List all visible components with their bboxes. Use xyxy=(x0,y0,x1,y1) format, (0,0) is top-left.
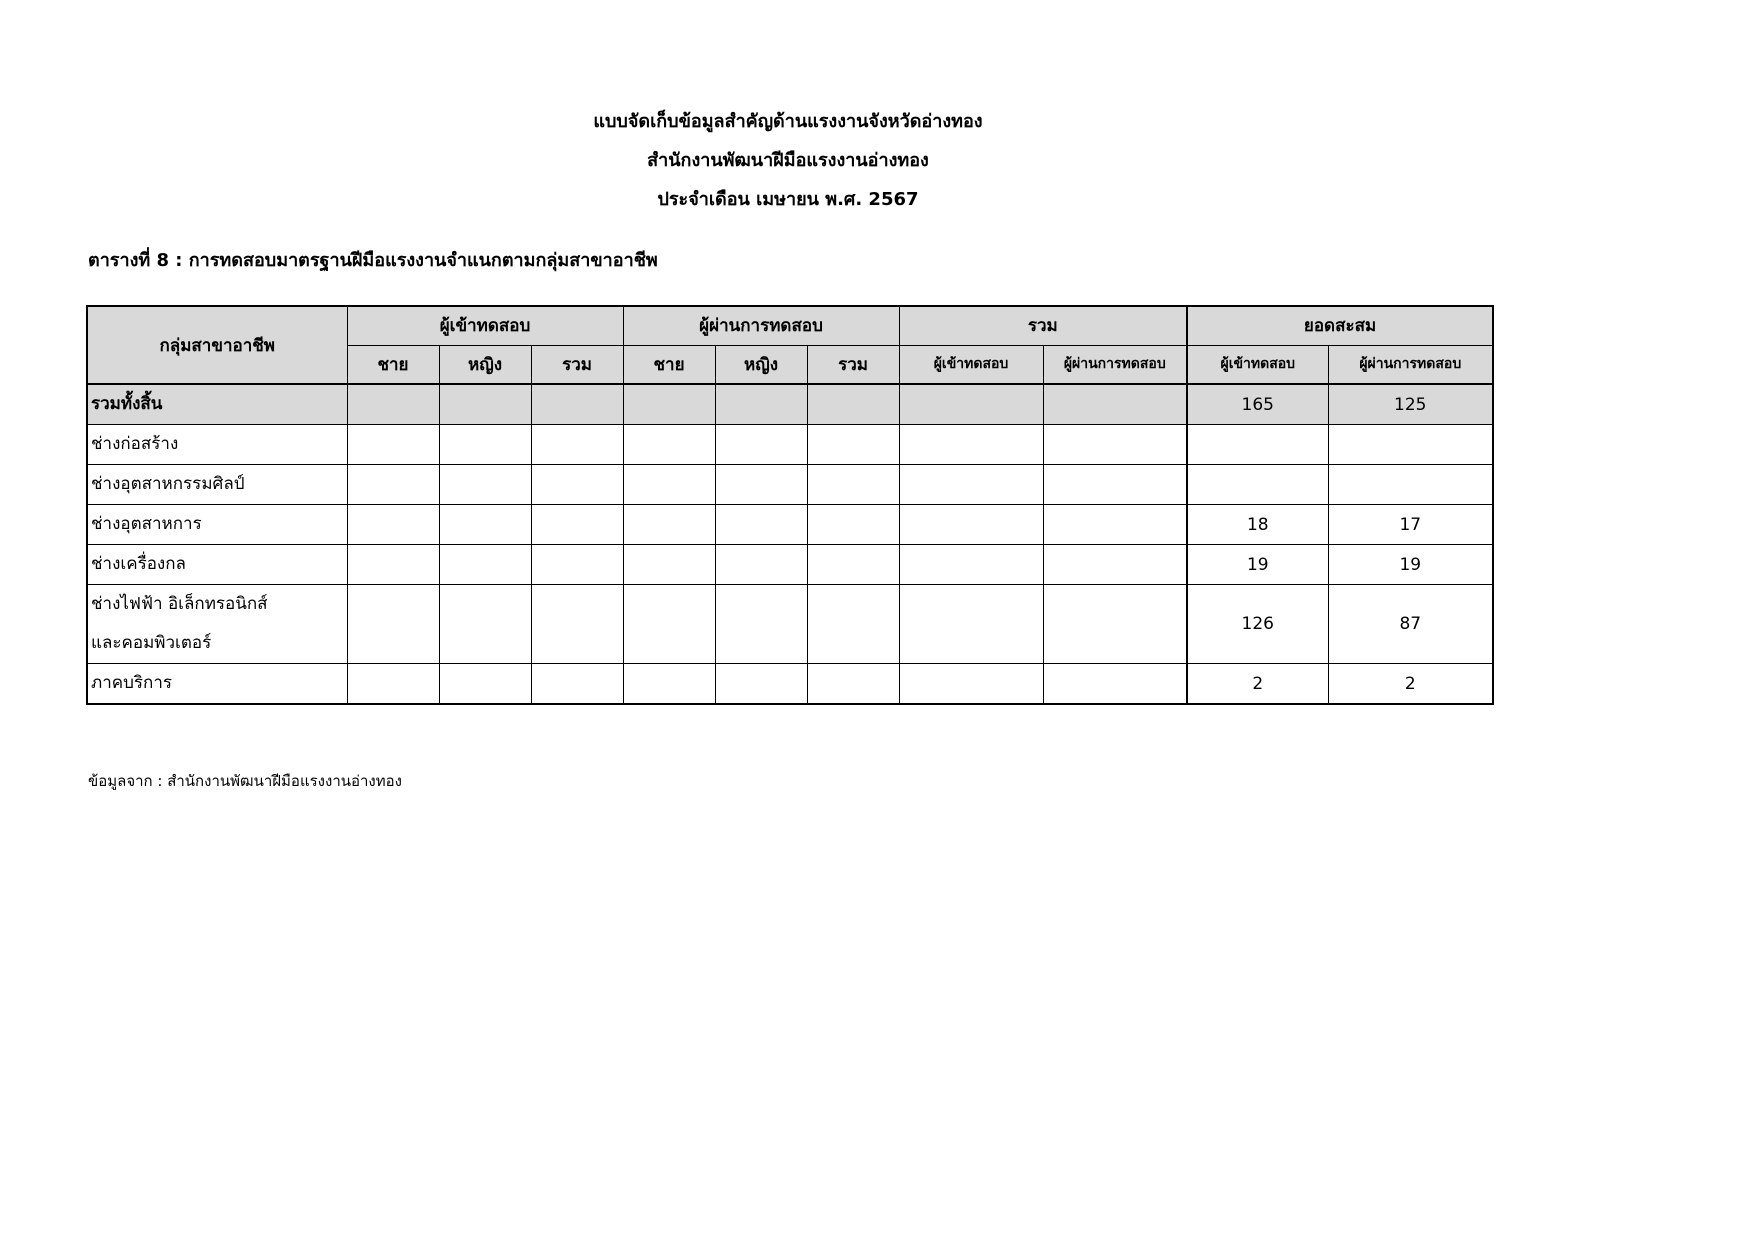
cell-empty xyxy=(899,505,1043,545)
row-label: รวมทั้งสิ้น xyxy=(87,384,347,425)
cell-cumulative-passed: 2 xyxy=(1328,664,1493,705)
table-row xyxy=(87,664,1493,705)
row-label: ช่างเครื่องกล xyxy=(87,545,347,585)
cell-empty xyxy=(1043,384,1187,425)
header-examinees-total: รวม xyxy=(531,345,623,384)
cell-empty xyxy=(899,585,1043,664)
cell-empty xyxy=(807,545,899,585)
cell-empty xyxy=(439,425,531,465)
cell-empty xyxy=(347,425,439,465)
cell-cumulative-examinees xyxy=(1187,465,1328,505)
row-label-line1: ช่างไฟฟ้า อิเล็กทรอนิกส์ xyxy=(91,594,268,614)
cell-empty xyxy=(1043,465,1187,505)
cell-cumulative-passed: 19 xyxy=(1328,545,1493,585)
header-cumulative-passed: ผู้ผ่านการทดสอบ xyxy=(1328,345,1493,384)
cell-cumulative-examinees: 19 xyxy=(1187,545,1328,585)
cell-empty xyxy=(715,465,807,505)
cell-empty xyxy=(531,505,623,545)
row-label xyxy=(87,585,347,664)
row-label: ช่างอุตสาหกรรมศิลป์ xyxy=(87,465,347,505)
cell-cumulative-passed: 17 xyxy=(1328,505,1493,545)
cell-empty xyxy=(1043,545,1187,585)
row-label: ช่างอุตสาหการ xyxy=(87,505,347,545)
header-total-examinees: ผู้เข้าทดสอบ xyxy=(899,345,1043,384)
cell-empty xyxy=(899,664,1043,705)
header-examinees-female: หญิง xyxy=(439,345,531,384)
cell-cumulative-examinees: 165 xyxy=(1187,384,1328,425)
cell-empty xyxy=(623,505,715,545)
row-label-line2: และคอมพิวเตอร์ xyxy=(91,633,212,653)
cell-empty xyxy=(623,465,715,505)
cell-empty xyxy=(899,465,1043,505)
cell-empty xyxy=(807,425,899,465)
cell-empty xyxy=(623,585,715,664)
cell-empty xyxy=(347,505,439,545)
cell-empty xyxy=(623,425,715,465)
report-office: สำนักงานพัฒนาฝีมือแรงงานอ่างทอง xyxy=(647,150,929,171)
cell-empty xyxy=(439,545,531,585)
header-total: รวม xyxy=(899,306,1187,345)
cell-empty xyxy=(623,384,715,425)
cell-empty xyxy=(1043,505,1187,545)
table-row-grand-total xyxy=(87,384,1493,425)
cell-empty xyxy=(715,384,807,425)
cell-empty xyxy=(347,585,439,664)
header-passed-female: หญิง xyxy=(715,345,807,384)
table-title: ตารางที่ 8 : การทดสอบมาตรฐานฝีมือแรงงานจำแนกตามกลุ่มสาขาอาชีพ xyxy=(88,250,658,271)
cell-empty xyxy=(807,505,899,545)
header-examinees: ผู้เข้าทดสอบ xyxy=(347,306,623,345)
cell-empty xyxy=(439,505,531,545)
report-title: แบบจัดเก็บข้อมูลสำคัญด้านแรงงานจังหวัดอ่างทอง xyxy=(593,111,983,132)
cell-empty xyxy=(899,545,1043,585)
table-row xyxy=(87,505,1493,545)
cell-empty xyxy=(807,664,899,705)
cell-empty xyxy=(623,664,715,705)
cell-cumulative-examinees: 126 xyxy=(1187,585,1328,664)
cell-empty xyxy=(347,664,439,705)
cell-empty xyxy=(531,664,623,705)
header-passed-total: รวม xyxy=(807,345,899,384)
cell-empty xyxy=(439,384,531,425)
header-row-1 xyxy=(87,306,1493,345)
cell-empty xyxy=(715,585,807,664)
cell-cumulative-examinees: 2 xyxy=(1187,664,1328,705)
cell-empty xyxy=(347,384,439,425)
cell-empty xyxy=(715,664,807,705)
cell-empty xyxy=(439,585,531,664)
cell-empty xyxy=(531,545,623,585)
table-row xyxy=(87,425,1493,465)
cell-empty xyxy=(531,425,623,465)
header-passed: ผู้ผ่านการทดสอบ xyxy=(623,306,899,345)
cell-empty xyxy=(715,545,807,585)
cell-empty xyxy=(807,465,899,505)
header-occupation-group: กลุ่มสาขาอาชีพ xyxy=(87,306,347,384)
cell-empty xyxy=(807,384,899,425)
header-cumulative: ยอดสะสม xyxy=(1187,306,1493,345)
table-row xyxy=(87,585,1493,664)
header-cumulative-examinees: ผู้เข้าทดสอบ xyxy=(1187,345,1328,384)
table-row xyxy=(87,465,1493,505)
cell-empty xyxy=(439,664,531,705)
cell-empty xyxy=(899,425,1043,465)
cell-empty xyxy=(439,465,531,505)
cell-cumulative-passed: 125 xyxy=(1328,384,1493,425)
cell-empty xyxy=(715,425,807,465)
cell-empty xyxy=(1043,585,1187,664)
cell-empty xyxy=(715,505,807,545)
cell-empty xyxy=(623,545,715,585)
cell-empty xyxy=(899,384,1043,425)
cell-empty xyxy=(531,585,623,664)
header-passed-male: ชาย xyxy=(623,345,715,384)
cell-empty xyxy=(347,545,439,585)
header-total-passed: ผู้ผ่านการทดสอบ xyxy=(1043,345,1187,384)
source-note: ข้อมูลจาก : สำนักงานพัฒนาฝีมือแรงงานอ่างทอง xyxy=(88,772,402,790)
cell-cumulative-examinees: 18 xyxy=(1187,505,1328,545)
skill-test-table xyxy=(86,305,1494,705)
cell-empty xyxy=(1043,425,1187,465)
cell-empty xyxy=(1043,664,1187,705)
cell-empty xyxy=(807,585,899,664)
cell-empty xyxy=(531,465,623,505)
row-label: ภาคบริการ xyxy=(87,664,347,705)
cell-cumulative-passed: 87 xyxy=(1328,585,1493,664)
header-examinees-male: ชาย xyxy=(347,345,439,384)
cell-cumulative-passed xyxy=(1328,465,1493,505)
report-period: ประจำเดือน เมษายน พ.ศ. 2567 xyxy=(657,189,919,210)
cell-empty xyxy=(531,384,623,425)
row-label: ช่างก่อสร้าง xyxy=(87,425,347,465)
table-row xyxy=(87,545,1493,585)
cell-cumulative-passed xyxy=(1328,425,1493,465)
cell-empty xyxy=(347,465,439,505)
cell-cumulative-examinees xyxy=(1187,425,1328,465)
